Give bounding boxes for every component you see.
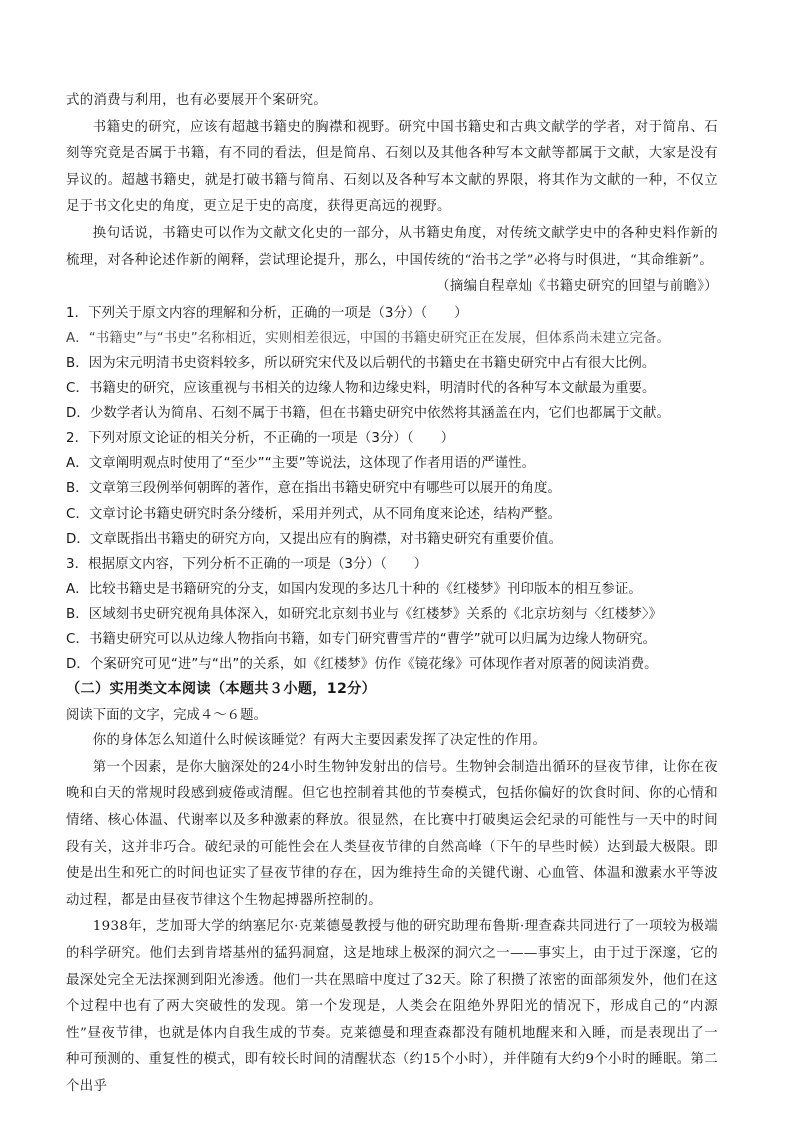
- option-d: D．个案研究可见“进”与“出”的关系，如《红楼梦》仿作《镜花缘》可体现作者对原著的阅读消费。: [66, 657, 658, 673]
- passage1-source: （摘编自程章灿《书籍史研究的回望与前瞻》）: [436, 279, 718, 295]
- option-a: A．“书籍史”与“书史”名称相近，实则相差很远，中国的书籍史研究正在发展，但体系尚未建立完备。: [66, 330, 671, 346]
- option-b: B．因为宋元明清书史资料较多，所以研究宋代及以后朝代的书籍史在书籍史研究中占有很大比例。: [66, 355, 656, 371]
- option-a: A．文章阐明观点时使用了“至少”“主要”等说法，这体现了作者用语的严谨性。: [66, 456, 536, 472]
- option-c: C．书籍史的研究，应该重视与书相关的边缘人物和边缘史料，明清时代的各种写本文献最为重要。: [66, 381, 656, 397]
- section-heading: （二）实用类文本阅读（本题共３小题，12分）: [66, 681, 377, 698]
- passage2-para-3: 1938年，芝加哥大学的纳塞尼尔·克莱德曼教授与他的研究助理布鲁斯·理查森共同进行了一项较为极端的科学研究。他们去到肯塔基州的猛犸洞窟，这是地球上极深的洞穴之一——事实上，由于过于深邃，它的最深处完全无法探测到阳光渗透。他们一共在黑暗中度过了32天。除了积攒了浓密的面部须发外，他们在这个过程中也有了两大突破性的发现。第一个发现是，人类会在阻绝外界阳光的情况下，形成自己的“内源性”昼夜节律，也就是体内自我生成的节奏。克莱德曼和理查森都没有随机地醒来和入睡，而是表现出了一种可预测的、重复性的模式，即有较长时间的清醒状态（约15个小时），并伴随有大约9个小时的睡眠。第二个出乎: [66, 919, 718, 1094]
- passage1-para-conclusion: 换句话说，书籍史可以作为文献文化史的一部分，从书籍史角度，对传统文献学史中的各种史料作新的梳理，对各种论述作新的阐释，尝试理论提升，那么，中国传统的“治书之学”必将与时俱进，“其命维新”。: [66, 225, 718, 268]
- option-c: C．书籍史研究可以从边缘人物指向书籍，如专门研究曹雪芹的“曹学”就可以归属为边缘人物研究。: [66, 631, 657, 647]
- option-c: C．文章讨论书籍史研究时条分缕析，采用并列式，从不同角度来论述，结构严整。: [66, 506, 562, 522]
- option-d: D．文章既指出书籍史的研究方向，又提出应有的胸襟，对书籍史研究有重要价值。: [66, 531, 563, 547]
- passage1-para-scope: 书籍史的研究，应该有超越书籍史的胸襟和视野。研究中国书籍史和古典文献学的学者，对于简帛、石刻等究竟是否属于书籍，有不同的看法，但是简帛、石刻以及其他各种写本文献等都属于文献，大家是没有异议的。超越书籍史，就是打破书籍与简帛、石刻以及各种写本文献的界限，将其作为文献的一种，不仅立足于书文化史的角度，更立足于史的高度，获得更高远的视野。: [66, 119, 718, 215]
- question-1: [66, 301, 718, 426]
- question-stem: 1．下列关于原文内容的理解和分析，正确的一项是（3分）（ ）: [66, 305, 468, 321]
- option-d: D．少数学者认为简帛、石刻不属于书籍，但在书籍史研究中依然将其涵盖在内，它们也都属于文献。: [66, 406, 670, 422]
- question-stem: 3．根据原文内容，下列分析不正确的一项是（3分）（ ）: [66, 556, 428, 572]
- passage2-para-2: 第一个因素，是你大脑深处的24小时生物钟发射出的信号。生物钟会制造出循环的昼夜节律，让你在夜晚和白天的常规时段感到疲倦或清醒。但它也控制着其他的节奏模式，包括你偏好的饮食时间、你的心情和情绪、核心体温、代谢率以及多种激素的释放。很显然，在比赛中打破奥运会纪录的可能性与一天中的时间段有关，这并非巧合。破纪录的可能性会在人类昼夜节律的自然高峰（下午的早些时候）达到最大极限。即使是出生和死亡的时间也证实了昼夜节律的存在，因为维持生命的关键代谢、心血管、体温和激素水平等波动过程，都是由昼夜节律这个生物起搏器所控制的。: [66, 759, 718, 908]
- question-2: [66, 426, 718, 551]
- question-3: [66, 552, 718, 677]
- option-a: A．比较书籍史是书籍研究的分支，如国内发现的多达几十种的《红楼梦》刊印版本的相互参证。: [66, 581, 642, 597]
- option-b: B．文章第三段例举何朝晖的著作，意在指出书籍史研究中有哪些可以展开的角度。: [66, 481, 561, 497]
- section-instruction: 阅读下面的文字，完成４～６题。: [66, 707, 267, 723]
- passage1-tail: 式的消费与利用，也有必要展开个案研究。: [66, 93, 328, 108]
- option-b: B．区域刻书史研究视角具体深入，如研究北京刻书业与《红楼梦》关系的《北京坊刻与〈红楼梦〉》: [66, 606, 663, 622]
- passage2-para-1: 你的身体怎么知道什么时候该睡觉？有两大主要因素发挥了决定性的作用。: [92, 733, 547, 749]
- question-stem: 2．下列对原文论证的相关分析，不正确的一项是（3分）（ ）: [66, 431, 455, 447]
